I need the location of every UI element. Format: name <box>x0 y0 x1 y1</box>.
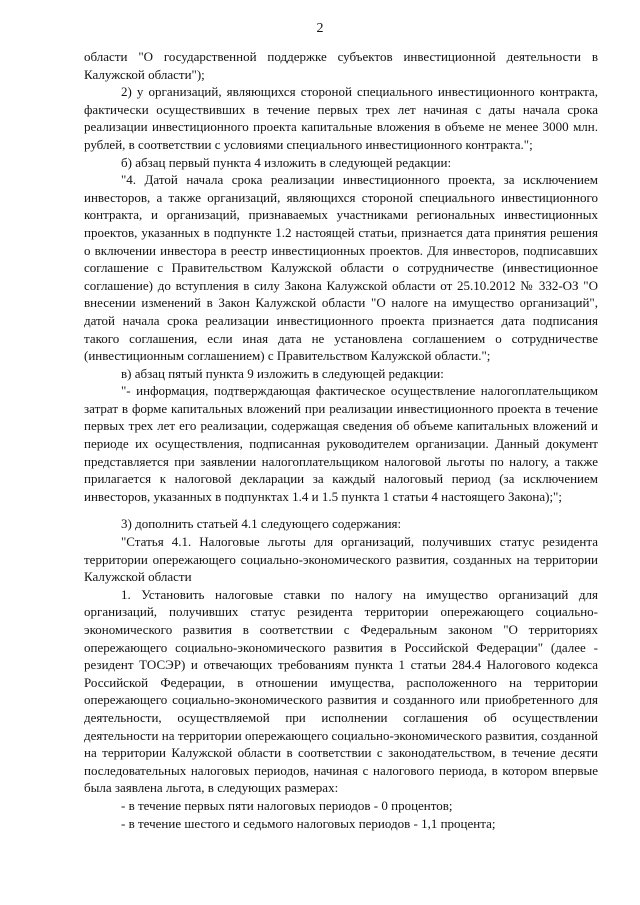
paragraph-amendment-c: в) абзац пятый пункта 9 изложить в следующей редакции: <box>121 365 444 381</box>
paragraph-article-4-1-point-1: 1. Установить налоговые ставки по налогу на имущество организаций для организаций, получивших статус резидента территории опережающего социально-экономического развития в соответствии с Федеральным законом "О территориях опережающего социально-экономического развития в Российской Федерации" (далее - резидент ТОСЭР) и отвечающих требованиям пункта 1 статьи 284.4 Налогового кодекса Российской Федерации, в отношении имущества, расположенного на территории опережающего социально-экономического развития и созданного или приобретенного для деятельности, осуществляемой при исполнении соглашения об осуществлении деятельности на территории опережающего социально-экономического развития, созданной на территории Калужской области в соответствии с законодательством, в течение десяти последовательных налоговых периодов, начиная с налогового периода, в котором впервые была заявлена льгота, в следующих размерах: <box>84 586 598 796</box>
document-body <box>84 48 598 832</box>
page-number: 2 <box>316 21 324 36</box>
paragraph-continuation: области "О государственной поддержке субъектов инвестиционной деятельности в Калужской области"); <box>84 49 598 82</box>
paragraph-point-4: "4. Датой начала срока реализации инвестиционного проекта, за исключением инвесторов, а также организаций, являющихся стороной специального инвестиционного контракта, и организаций, признаваемых участниками региональных инвестиционных проектов, указанных в подпункте 1.2 настоящей статьи, признается дата принятия решения о включении инвестора в реестр инвестиционных проектов. Для инвесторов, подписавших соглашение с Правительством Калужской области о сотрудничестве (инвестиционное соглашение) до вступления в силу Закона Калужской области от 25.10.2012 № 332-ОЗ "О внесении изменений в Закон Калужской области "О налоге на имущество организаций", датой начала срока реализации инвестиционного проекта признается дата подписания такого соглашения, если иная дата не установлена соглашением о сотрудничестве (инвестиционным соглашением) с Правительством Калужской области."; <box>84 172 598 364</box>
paragraph-item-3: 3) дополнить статьей 4.1 следующего содержания: <box>121 516 402 532</box>
paragraph-article-4-1-title: "Статья 4.1. Налоговые льготы для организаций, получивших статус резидента территории опережающего социально-экономического развития, созданных на территории Калужской области <box>84 534 598 585</box>
paragraph-item-2: 2) у организаций, являющихся стороной специального инвестиционного контракта, фактически осуществивших в течение первых трех лет начиная с даты начала срока реализации инвестиционного проекта капитальные вложения в объеме не менее 3000 млн. рублей, в соответствии с условиями специального инвестиционного контракта."; <box>84 84 598 152</box>
paragraph-information: "- информация, подтверждающая фактическое осуществление налогоплательщиком затрат в форме капитальных вложений при реализации инвестиционного проекта в течение первых трех лет его реализации, содержащая сведения об объеме капитальных вложений и периоде их осуществления, подписанная руководителем организации. Данный документ представляется при заявлении налогоплательщиком налоговой льготы по налогу, а также прилагается к налоговой декларации за каждый налоговый период (за исключением инвесторов, указанных в подпунктах 1.4 и 1.5 пункта 1 статьи 4 настоящего Закона);"; <box>84 383 598 504</box>
paragraph-amendment-b: б) абзац первый пункта 4 изложить в следующей редакции: <box>121 154 452 170</box>
list-item-rate-1-1: - в течение шестого и седьмого налоговых периодов - 1,1 процента; <box>121 815 496 831</box>
list-item-rate-0: - в течение первых пяти налоговых периодов - 0 процентов; <box>121 797 453 813</box>
